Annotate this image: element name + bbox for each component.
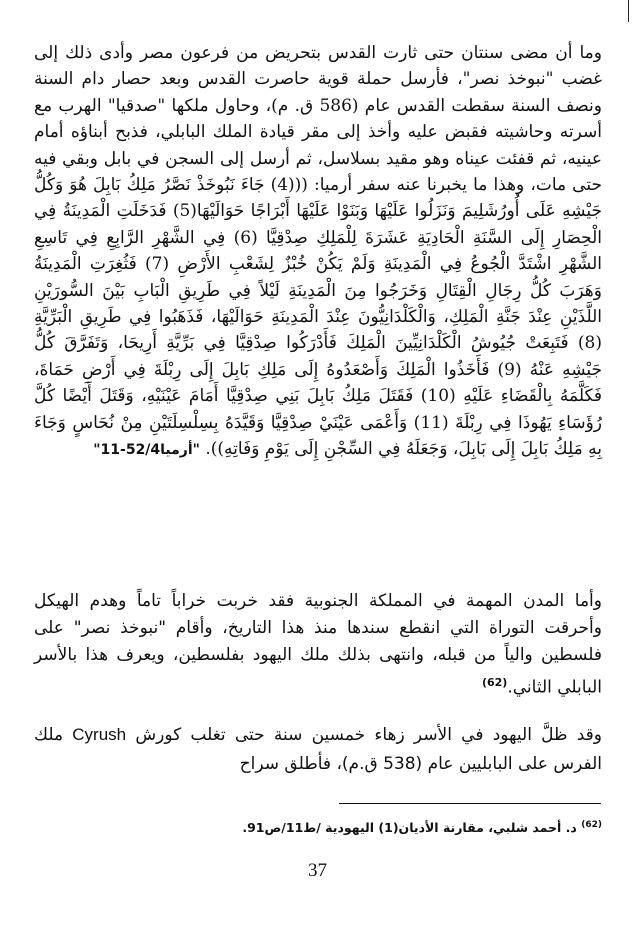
latin-name: Cyrush [72,725,127,744]
footnote-number: (62) [581,820,602,830]
footnote-text: د. أحمد شلبي، مقارنة الأديان(1) اليهودية /ط11/ص91. [242,820,577,836]
footnote-marker: (62) [481,676,508,689]
paragraph-cyrus [34,720,602,779]
paragraph-text-start: وقد ظلَّ اليهود في الأسر زهاء خمسين سنة حتى تغلب كورش [135,725,603,745]
scripture-reference: "أرميا52/4-11" [93,442,200,459]
paragraph-text-end: ملك الفرس على البابليين عام (538 ق.م)، فأطلق سراح [34,725,602,774]
paragraph-text: وأما المدن المهمة في المملكة الجنوبية فقد خربت خراباً تاماً وهدم الهيكل وأحرقت التوراة التي انقطع سندها منذ هذا التاريخ، وأقام "نبوخذ نصر" على فلسطين والياً من قبله، وانتهى بذلك ملك اليهود بفلسطين، ويعرف هذا بالأسر البابلي الثاني. [34,591,602,698]
paragraph-text: وما أن مضى سنتان حتى ثارت القدس بتحريض من فرعون مصر وأدى ذلك إلى غضب "نبوخذ نصر"، فأرسل حملة قوية حاصرت القدس وبعد حصار دام السنة ونصف السنة سقطت القدس عام (586 ق. م)، وحاول ملكها "صدقيا" الهرب مع أسرته وحاشيته فقبض عليه وأخذ إلى مقر قيادة الملك البابلي، فذبح أبناؤه أمام عينيه، ثم قفئت عيناه وهو مقيد بسلاسل، ثم أرسل إلى السجن في بابل وبقي فيه حتى مات، وهذا ما يخبرنا عنه سفر أرميا: (((4) جَاءَ نَبُوخَذْ نَصَّرُ مَلِكُ بَابِلَ هُوَ وَكُلُّ جَيْشِهِ عَلَى أُورُشَلِيمَ وَنَزَلُوا عَلَيْهَا وَبَنَوْا عَلَيْهَا أَبْرَاجًا حَوَالَيْهَا(5) فَدَخَلَتِ الْمَدِينَةُ فِي الْحِصَارِ إِلَى السَّنَةِ الْحَادِيَةِ عَشَرَةَ لِلْمَلِكِ صِدْقِيَّا (6) فِي الشَّهْرِ الرَّابِعِ فِي تَاسِعِ الشَّهْرِ اشْتَدَّ الْجُوعُ فِي الْمَدِينَةِ وَلَمْ يَكُنْ خُبْزٌ لِشَعْبِ الأَرْضِ (7) فَثُغِرَتِ الْمَدِينَةُ وَهَرَبَ كُلُّ رِجَالِ الْقِتَالِ وَخَرَجُوا مِنَ الْمَدِينَةِ لَيْلاً فِي طَرِيقِ الْبَابِ بَيْنَ السُّورَيْنِ اللَّذَيْنِ عِنْدَ جَنَّةِ الْمَلِكِ، وَالْكَلْدَانِيُّونَ عِنْدَ الْمَدِينَةِ حَوَالَيْهَا، فَذَهَبُوا فِي طَرِيقِ الْبَرِّيَّةِ (8) فَتَبِعَتْ جُيُوشُ الْكَلْدَانِيِّينَ الْمَلِكَ فَأَدْرَكُوا صِدْقِيَّا فِي بَرِّيَّةِ أَرِيحَا، وَتَفَرَّقَ كُلُّ جَيْشِهِ عَنْهُ (9) فَأَخَذُوا الْمَلِكَ وَأَصْعَدُوهُ إِلَى مَلِكِ بَابِلَ إِلَى رِبْلَةَ فِي أَرْضِ حَمَاةَ، فَكَلَّمَهُ بِالْقَضَاءِ عَلَيْهِ (10) فَقَتَلَ مَلِكُ بَابِلَ بَنِي صِدْقِيَّا أَمَامَ عَيْنَيْهِ، وَقَتَلَ أَيْضًا كُلَّ رُؤَسَاءِ يَهُوذَا فِي رِبْلَةَ (11) وَأَعْمَى عَيْنَيْ صِدْقِيَّا وَقَيَّدَهُ بِسِلْسِلَتَيْنِ مِنْ نُحَاسٍ وَجَاءَ بِهِ مَلِكُ بَابِلَ إِلَى بَابِلَ، وَجَعَلَهُ فِي السِّجْنِ إِلَى يَوْمِ وَفَاتِهِ)). [34,43,603,460]
paragraph-siege-of-jerusalem [34,40,602,464]
paragraph-babylonian-captivity [34,588,602,702]
page-number: 37 [308,860,327,881]
footnote-divider [339,803,601,804]
corner-mark [628,0,629,22]
footnote [34,820,602,835]
